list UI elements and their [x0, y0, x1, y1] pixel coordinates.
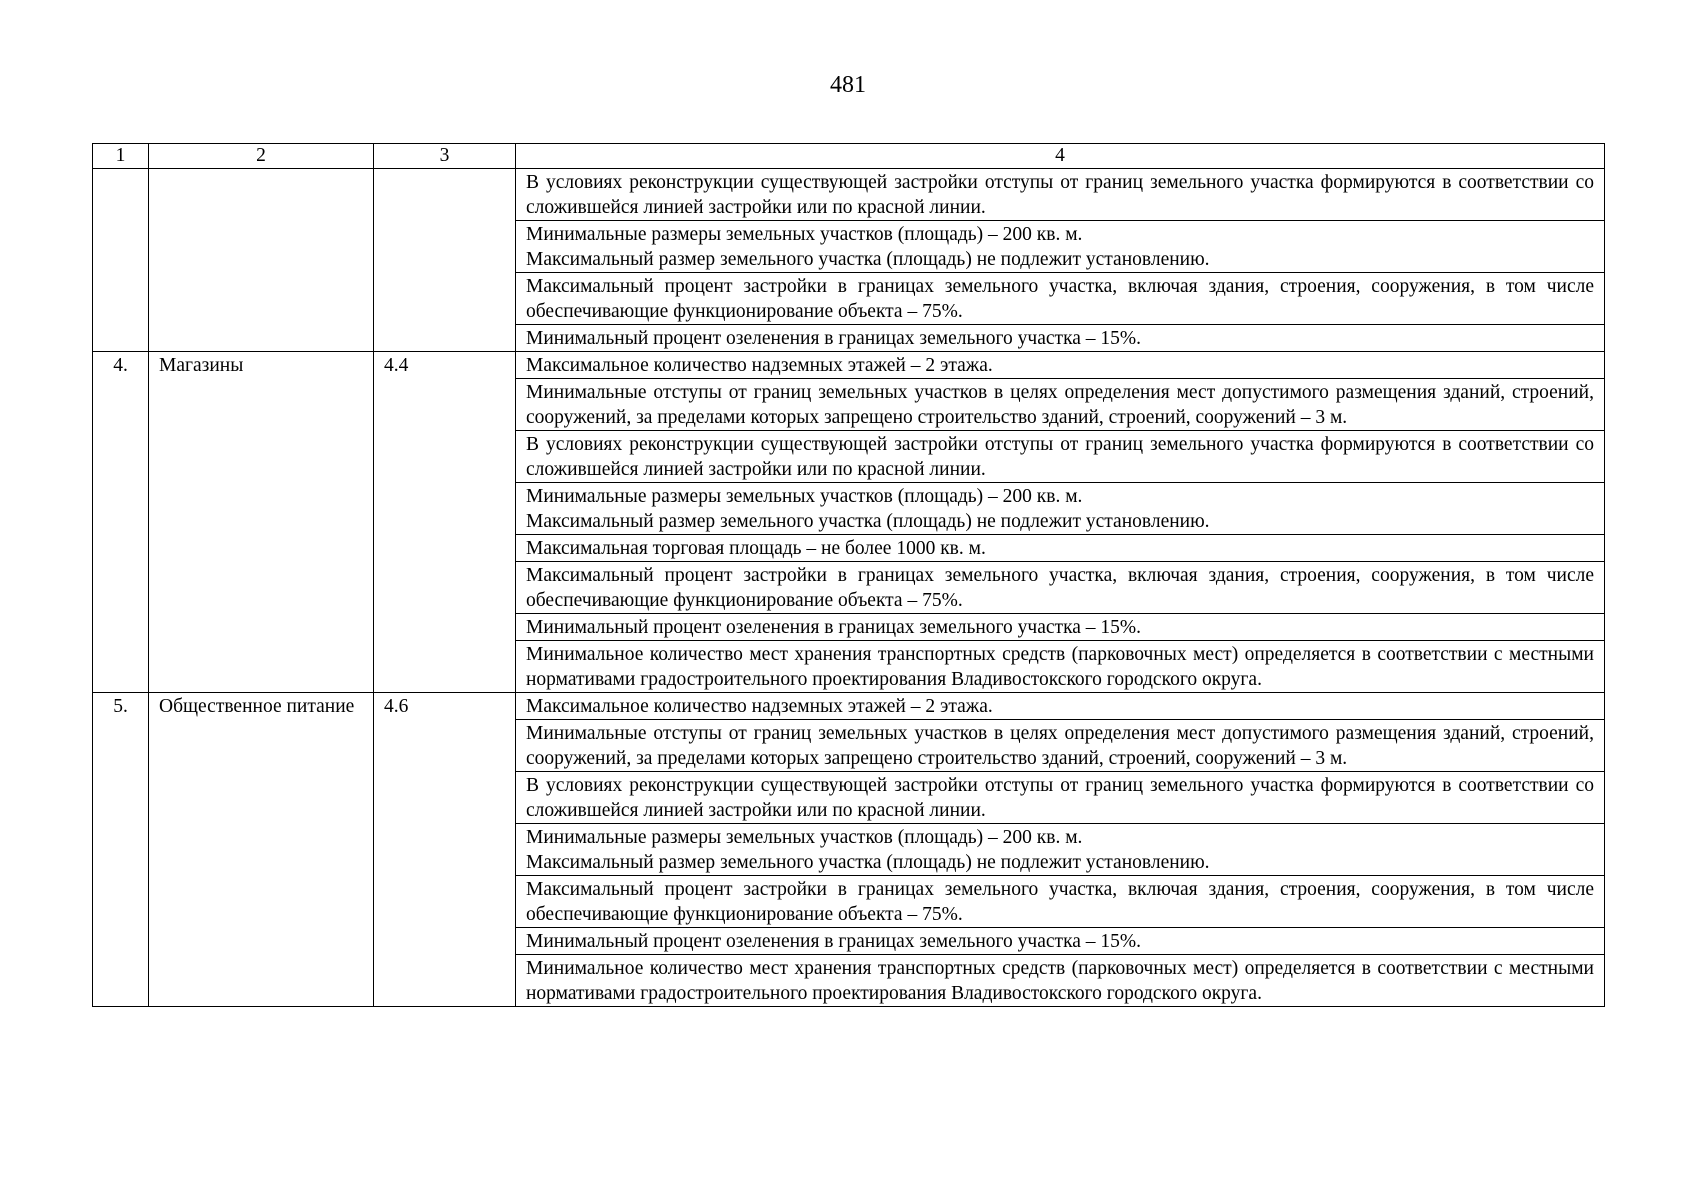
parameter-cell: [516, 876, 1605, 928]
header-col-2: 2: [149, 144, 374, 169]
parameter-text: Минимальное количество мест хранения транспортных средств (парковочных мест) определяется в соответствии с местными нормативами градостроительного проектирования Владивостокского городского округа.: [526, 958, 1594, 1004]
parameter-text: Минимальные отступы от границ земельных участков в целях определения мест допустимого размещения зданий, строений, сооружений, за пределами которых запрещено строительство зданий, строений, сооружений – 3 м.: [526, 382, 1594, 428]
parameter-text: Минимальные отступы от границ земельных участков в целях определения мест допустимого размещения зданий, строений, сооружений, за пределами которых запрещено строительство зданий, строений, сооружений – 3 м.: [526, 723, 1594, 769]
parameter-text: Максимальная торговая площадь – не более 1000 кв. м.: [526, 538, 986, 559]
header-col-3: 3: [374, 144, 516, 169]
parameter-cell: [516, 325, 1605, 352]
parameter-text: Минимальное количество мест хранения транспортных средств (парковочных мест) определяется в соответствии с местными нормативами градостроительного проектирования Владивостокского городского округа.: [526, 644, 1594, 690]
parameter-cell: [516, 431, 1605, 483]
parameter-cell: [516, 221, 1605, 273]
parameter-cell: [516, 169, 1605, 221]
table-row: [93, 693, 1605, 720]
use-type-cell: [149, 169, 374, 352]
parameter-text: Максимальный процент застройки в границах земельного участка, включая здания, строения, сооружения, в том числе обеспечивающие функционирование объекта – 75%.: [526, 879, 1594, 925]
row-number-cell: 4.: [93, 352, 149, 693]
use-code-cell: 4.4: [374, 352, 516, 693]
row-number-cell: [93, 169, 149, 352]
regulations-table: [92, 143, 1605, 1007]
use-type-cell: Магазины: [149, 352, 374, 693]
parameter-text: В условиях реконструкции существующей застройки отступы от границ земельного участка формируются в соответствии со сложившейся линией застройки или по красной линии.: [526, 172, 1594, 218]
parameter-text: Максимальный размер земельного участка (площадь) не подлежит установлению.: [526, 511, 1210, 532]
parameter-text: Максимальный размер земельного участка (площадь) не подлежит установлению.: [526, 852, 1210, 873]
parameter-cell: [516, 693, 1605, 720]
parameter-cell: [516, 928, 1605, 955]
parameter-text: Максимальное количество надземных этажей – 2 этажа.: [526, 355, 993, 376]
parameter-cell: [516, 641, 1605, 693]
table-row: [93, 352, 1605, 379]
table-row: [93, 169, 1605, 221]
use-code-cell: 4.6: [374, 693, 516, 1007]
parameter-text: Максимальное количество надземных этажей – 2 этажа.: [526, 696, 993, 717]
use-type-cell: Общественное питание: [149, 693, 374, 1007]
parameter-cell: [516, 720, 1605, 772]
parameter-cell: [516, 273, 1605, 325]
parameter-text: Максимальный процент застройки в границах земельного участка, включая здания, строения, сооружения, в том числе обеспечивающие функционирование объекта – 75%.: [526, 276, 1594, 322]
header-col-4: 4: [516, 144, 1605, 169]
parameter-cell: [516, 562, 1605, 614]
use-code-cell: [374, 169, 516, 352]
parameter-cell: [516, 352, 1605, 379]
header-row: [93, 144, 1605, 169]
parameter-text: В условиях реконструкции существующей застройки отступы от границ земельного участка формируются в соответствии со сложившейся линией застройки или по красной линии.: [526, 775, 1594, 821]
row-number-cell: 5.: [93, 693, 149, 1007]
parameter-cell: [516, 772, 1605, 824]
header-col-1: 1: [93, 144, 149, 169]
table-header: [93, 144, 1605, 169]
table-body: [93, 169, 1605, 1007]
parameter-cell: [516, 379, 1605, 431]
parameter-text: Максимальный процент застройки в границах земельного участка, включая здания, строения, сооружения, в том числе обеспечивающие функционирование объекта – 75%.: [526, 565, 1594, 611]
parameter-text: Минимальный процент озеленения в границах земельного участка – 15%.: [526, 617, 1142, 638]
parameter-text: В условиях реконструкции существующей застройки отступы от границ земельного участка формируются в соответствии со сложившейся линией застройки или по красной линии.: [526, 434, 1594, 480]
page-number: 481: [830, 72, 866, 98]
parameter-text: Минимальный процент озеленения в границах земельного участка – 15%.: [526, 931, 1142, 952]
parameter-cell: [516, 614, 1605, 641]
parameter-cell: [516, 955, 1605, 1007]
parameter-text: Максимальный размер земельного участка (площадь) не подлежит установлению.: [526, 249, 1210, 270]
parameter-cell: [516, 535, 1605, 562]
parameter-text: Минимальные размеры земельных участков (площадь) – 200 кв. м.: [526, 486, 1083, 507]
parameter-cell: [516, 483, 1605, 535]
parameter-cell: [516, 824, 1605, 876]
parameter-text: Минимальный процент озеленения в границах земельного участка – 15%.: [526, 328, 1142, 349]
parameter-text: Минимальные размеры земельных участков (площадь) – 200 кв. м.: [526, 827, 1083, 848]
parameter-text: Минимальные размеры земельных участков (площадь) – 200 кв. м.: [526, 224, 1083, 245]
